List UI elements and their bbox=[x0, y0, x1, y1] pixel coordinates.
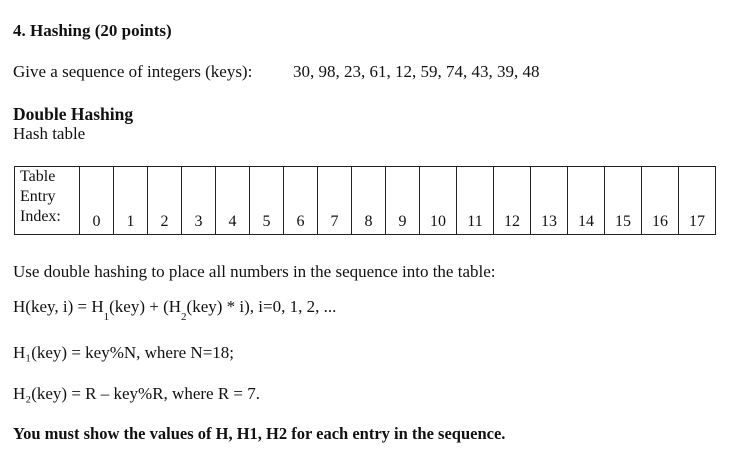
section-heading: Double Hashing bbox=[13, 104, 134, 124]
must-show-note: You must show the values of H, H1, H2 for each entry in the sequence. bbox=[13, 424, 506, 443]
cell-index: 8 bbox=[364, 213, 373, 230]
cell-index: 4 bbox=[228, 213, 237, 230]
hash-table bbox=[14, 166, 716, 235]
table-row-label bbox=[15, 167, 80, 235]
table-cell bbox=[420, 167, 457, 235]
cell-index: 15 bbox=[615, 213, 631, 230]
table-cell bbox=[182, 167, 216, 235]
table-cell bbox=[250, 167, 284, 235]
instructions-intro: Use double hashing to place all numbers in the sequence into the table: bbox=[13, 262, 496, 281]
formula-h1: H₁(key) = key%N, where N=18; bbox=[13, 343, 235, 362]
table-cell bbox=[568, 167, 605, 235]
table-cell bbox=[386, 167, 420, 235]
label-entry: Entry bbox=[20, 188, 56, 205]
cell-index: 0 bbox=[92, 213, 101, 230]
table-cell bbox=[284, 167, 318, 235]
cell-index: 2 bbox=[160, 213, 169, 230]
table-cell bbox=[457, 167, 494, 235]
table-cell bbox=[605, 167, 642, 235]
cell-index: 13 bbox=[541, 213, 557, 230]
sequence-values: 30, 98, 23, 61, 12, 59, 74, 43, 39, 48 bbox=[293, 62, 540, 81]
cell-index: 14 bbox=[578, 213, 594, 230]
hash-table-row bbox=[15, 167, 716, 235]
table-cell bbox=[679, 167, 716, 235]
table-cell bbox=[114, 167, 148, 235]
table-cell bbox=[148, 167, 182, 235]
cell-index: 12 bbox=[504, 213, 520, 230]
formula-h2: H₂(key) = R – key%R, where R = 7. bbox=[13, 384, 260, 403]
label-table: Table bbox=[20, 168, 56, 185]
table-cell bbox=[80, 167, 114, 235]
sequence-prompt: Give a sequence of integers (keys): bbox=[13, 62, 253, 81]
cell-index: 16 bbox=[652, 213, 668, 230]
formula-h-sub1: 1 bbox=[103, 311, 110, 323]
label-index: Index: bbox=[20, 208, 61, 225]
question-title: 4. Hashing (20 points) bbox=[13, 21, 172, 40]
cell-index: 17 bbox=[689, 213, 705, 230]
formula-h-part3: (key) * i), i=0, 1, 2, ... bbox=[186, 297, 337, 316]
cell-index: 1 bbox=[126, 213, 135, 230]
cell-index: 7 bbox=[330, 213, 339, 230]
formula-h-part2: (key) + (H bbox=[109, 297, 182, 316]
table-cell bbox=[352, 167, 386, 235]
table-cell bbox=[531, 167, 568, 235]
cell-index: 5 bbox=[262, 213, 271, 230]
cell-index: 3 bbox=[194, 213, 203, 230]
formula-h-sub2: 2 bbox=[181, 311, 187, 323]
formula-h-part1: H(key, i) = H bbox=[13, 297, 104, 316]
cell-index: 10 bbox=[430, 213, 446, 230]
cell-index: 6 bbox=[296, 213, 305, 230]
formula-h bbox=[13, 297, 337, 323]
table-cell bbox=[216, 167, 250, 235]
table-cell bbox=[494, 167, 531, 235]
table-cell bbox=[642, 167, 679, 235]
cell-index: 11 bbox=[467, 213, 483, 230]
table-cell bbox=[318, 167, 352, 235]
section-caption: Hash table bbox=[13, 124, 86, 143]
cell-index: 9 bbox=[398, 213, 407, 230]
sequence-line bbox=[13, 62, 540, 82]
